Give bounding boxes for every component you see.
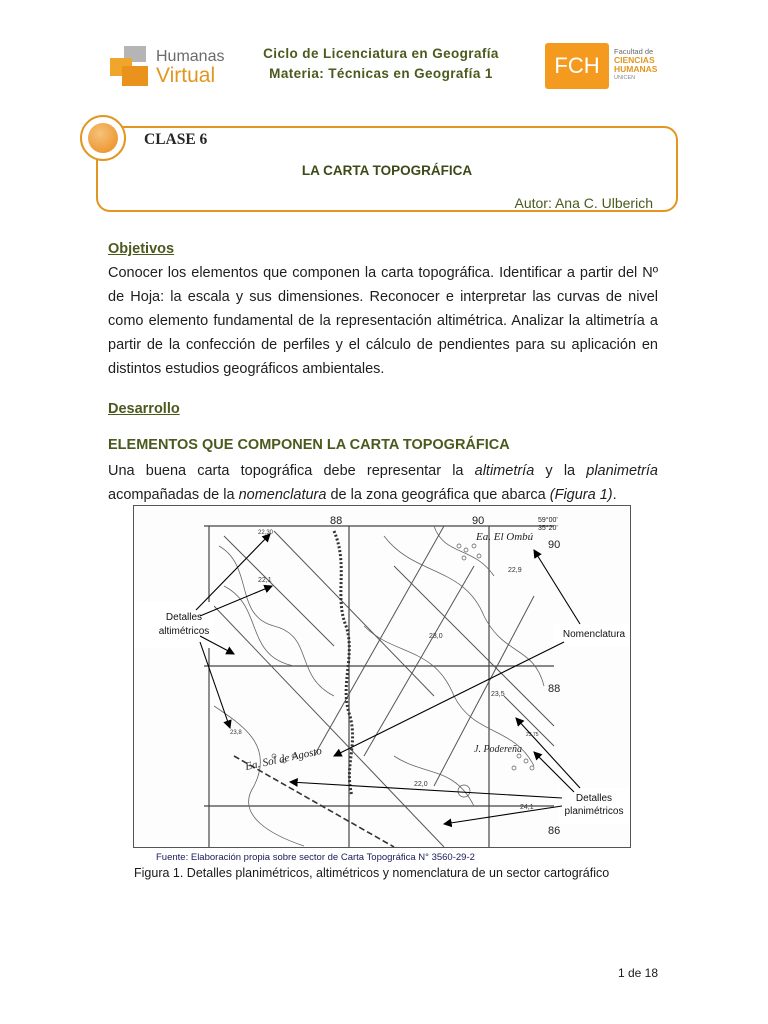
grid-label-90-right: 90 — [548, 539, 561, 551]
label-detalles-planimetricos-2: planimétricos — [564, 806, 624, 817]
map-roads — [214, 526, 554, 847]
term-nomenclatura: nomenclatura — [238, 487, 327, 503]
grid-label-88-top: 88 — [330, 515, 343, 527]
river-line — [334, 531, 353, 796]
intro-paragraph — [108, 459, 658, 507]
elev-22-0: 22,0 — [414, 781, 428, 788]
desarrollo-heading: Desarrollo — [108, 401, 180, 417]
author-line: Autor: Ana C. Ulberich — [514, 195, 653, 211]
elev-23-5: 23,5 — [491, 691, 505, 698]
intro-text-2: y la — [534, 463, 587, 479]
fch-line2: CIENCIAS — [614, 55, 655, 65]
intro-text-1: Una buena carta topográfica debe representar la — [108, 463, 475, 479]
elev-24-1: 24,1 — [520, 804, 534, 811]
fch-logo-badge: FCH — [545, 43, 609, 89]
elev-22-30: 22,30 — [258, 530, 274, 536]
map-grid — [204, 526, 554, 847]
figure-source: Fuente: Elaboración propia sobre sector de Carta Topográfica N° 3560-29-2 — [156, 852, 475, 863]
figure-reference: (Figura 1) — [549, 487, 613, 503]
fch-line1: Facultad de — [614, 47, 654, 56]
grid-label-90-top: 90 — [472, 515, 485, 527]
humanas-virtual-logo — [106, 44, 236, 90]
logo-squares-icon — [106, 44, 154, 90]
objetivos-heading: Objetivos — [108, 241, 175, 257]
coord-label-top: 59°00' — [538, 517, 558, 524]
objetivos-paragraph: Conocer los elementos que componen la carta topográfica. Identificar a partir del Nº de Hoja: la escala y sus dimensiones. Reconocer e interpretar las curvas de nivel como elemento fundamental de la representación altimétrica. Analizar la altimetría a partir de la confección de perfiles y el cálculo de pendientes para su aplicación en distintos estudios geográficos ambientales. — [108, 265, 658, 377]
grid-label-86-right: 86 — [548, 825, 561, 837]
intro-text-3: acompañadas de la — [108, 487, 239, 503]
elev-23-8: 23,8 — [230, 730, 242, 736]
annotation-arrows — [196, 534, 580, 824]
logo-word-humanas: Humanas — [156, 48, 225, 65]
label-detalles-altimetricos-1: Detalles — [165, 612, 203, 623]
elev-22-9: 22,9 — [508, 567, 522, 574]
document-title: LA CARTA TOPOGRÁFICA — [301, 163, 473, 178]
header-line-ciclo: Ciclo de Licenciatura en Geografía — [263, 46, 499, 61]
fch-line4: UNICEN — [614, 75, 636, 81]
label-detalles-altimetricos-2: altimétricos — [158, 626, 210, 637]
term-planimetria: planimetría — [586, 463, 658, 479]
intro-text-4: de la zona geográfica que abarca — [326, 487, 550, 503]
elev-23-0: 23,0 — [429, 633, 443, 640]
elev-23-75: 23,75 — [526, 732, 539, 738]
fch-line3: HUMANAS — [614, 64, 658, 74]
header-course-info — [236, 44, 526, 84]
section-heading: ELEMENTOS QUE COMPONEN LA CARTA TOPOGRÁFICA — [108, 437, 510, 453]
header-line-materia: Materia: Técnicas en Geografía 1 — [269, 66, 493, 81]
coord-label-top2: 35°20' — [538, 525, 558, 532]
clase-number: CLASE 6 — [144, 131, 208, 148]
contour-lines — [214, 526, 544, 846]
orange-circle-decoration — [80, 115, 126, 161]
fch-logo-text — [614, 47, 674, 83]
figure-caption: Figura 1. Detalles planimétricos, altimétricos y nomenclatura de un sector cartográfico — [134, 866, 610, 880]
logo-word-virtual: Virtual — [156, 64, 216, 87]
label-nomenclatura: Nomenclatura — [562, 629, 626, 640]
page-number: 1 de 18 — [617, 966, 658, 980]
topographic-map-figure — [133, 505, 631, 848]
term-altimetria: altimetría — [474, 463, 535, 479]
place-el-ombu: Ea. El Ombú — [476, 531, 534, 543]
place-sol-de-agosto: Ea. Sol de Agosto — [244, 744, 323, 773]
label-detalles-planimetricos-1: Detalles — [575, 793, 613, 804]
intro-text-end: . — [612, 487, 617, 503]
grid-label-88-right: 88 — [548, 683, 561, 695]
elev-22-1: 22,1 — [258, 577, 272, 584]
place-poderena: J. Podereña — [474, 744, 522, 755]
